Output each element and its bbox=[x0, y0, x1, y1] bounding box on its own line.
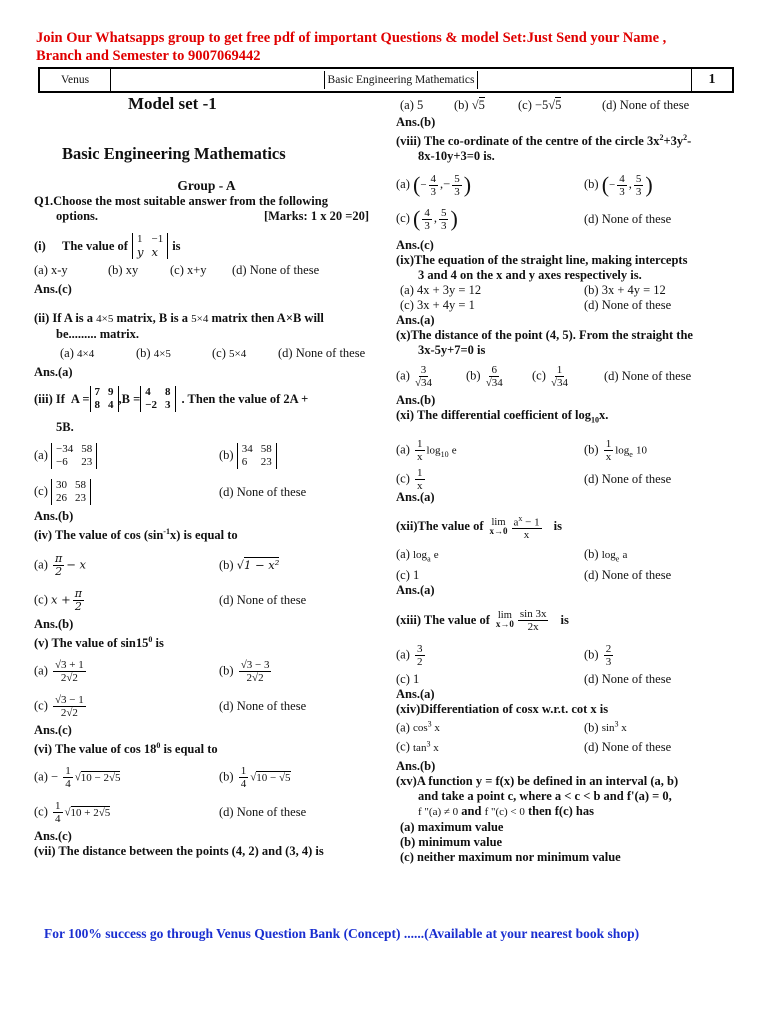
q-iii-text-1: (iii) If bbox=[34, 391, 65, 406]
q-xi-opt-a: (a) $\frac{1}{x}$ $\log_{10} e$ bbox=[396, 437, 457, 463]
question-xiii bbox=[396, 608, 734, 633]
q-viii-opt-c: (c) ( $\frac{4}{3}$ , $\frac{5}{3}$ ) bbox=[396, 206, 458, 232]
question-xv bbox=[396, 774, 734, 865]
q-ii-opt-a-label: (a) bbox=[60, 346, 74, 360]
q-x-opt-a: (a) $\frac{3}{√34}$ bbox=[396, 364, 433, 390]
q-vii-opt-c: (c) −5√5 bbox=[518, 98, 562, 112]
q-iii-matrix-a-values: 7 9 8 4 bbox=[90, 386, 119, 412]
q-x-text-1: (x)The distance of the point (4, 5). From the straight the bbox=[396, 328, 693, 343]
q-xiv-opt-b-label: (b) bbox=[584, 720, 599, 735]
q-x-opt-b: (b) $\frac{6}{√34}$ bbox=[466, 364, 503, 390]
q-i-opt-c: (c) x+y bbox=[170, 263, 207, 277]
question-viii: (viii) The co-ordinate of the centre of the circle $3x^2+3y^2-$ 8x-10y+3=0 is. bbox=[396, 130, 734, 164]
q-xv-line-3: f "(a) ≠ 0 and f "(c) < 0 then f(c) has bbox=[418, 804, 594, 819]
q-xii-limit: lim x→0 bbox=[489, 516, 508, 536]
q-vi-options-ab bbox=[34, 765, 369, 790]
q-iv-options-cd bbox=[34, 588, 369, 613]
q-vi-opt-b: (b) $\frac{1}{4}$ √10 − √5 bbox=[219, 765, 291, 791]
q-xiv-answer: Ans.(b) bbox=[396, 759, 436, 774]
q-viii-opt-d: (d) None of these bbox=[584, 211, 672, 226]
q-vi-opt-a: (a) − $\frac{1}{4}$ √10 − 2√5 bbox=[34, 765, 121, 791]
q-v-text: (v) The value of sin15 bbox=[34, 636, 149, 651]
page-header bbox=[38, 67, 734, 93]
q-x-text-2: 3x-5y+7=0 is bbox=[418, 343, 486, 358]
promo-banner bbox=[36, 29, 740, 65]
q-vii-opt-b: (b) √5 bbox=[454, 98, 485, 112]
q-ix-options-cd bbox=[396, 298, 734, 313]
q-iv-sup: -1 bbox=[163, 527, 170, 536]
q-xiv-opt-d: (d) None of these bbox=[584, 739, 672, 754]
q-viii-text-3: - bbox=[687, 134, 692, 149]
header-page-number: 1 bbox=[691, 69, 732, 91]
q-viii-options-cd bbox=[396, 204, 734, 234]
banner-line-2: Branch and Semester to 9007069442 bbox=[36, 48, 261, 64]
footer-advert: For 100% success go through Venus Question Bank (Concept) ......(Available at your nearest book shop) bbox=[44, 926, 640, 941]
q-ii-opt-b-label: (b) bbox=[136, 346, 151, 360]
q-ii-opt-b bbox=[136, 346, 212, 361]
q-viii-opt-a: (a) (− $\frac{4}{3}$ ,− $\frac{5}{3}$ ) bbox=[396, 172, 472, 198]
q-vi-answer: Ans.(c) bbox=[34, 829, 72, 844]
q-i-text: The value of bbox=[62, 238, 128, 253]
q-iii-options-ab bbox=[34, 443, 369, 469]
q-vii-opt-b-label: (b) bbox=[454, 98, 469, 112]
q-xv-text-2: and take a point c, where a < c < b and f'(a) = 0, bbox=[418, 789, 672, 804]
q-xi-opt-b-log: log bbox=[615, 444, 630, 457]
q-xiv-opt-b: (b) $\sin^3 x$ bbox=[584, 719, 627, 735]
subject-title: Basic Engineering Mathematics bbox=[62, 144, 286, 163]
q-ix-text-1: (ix)The equation of the straight line, making intercepts bbox=[396, 253, 688, 268]
q-iii-matrix-b: ,B = bbox=[118, 391, 141, 406]
q-iii-opt-c: (c) 30 58 26 23 bbox=[34, 479, 219, 505]
question-vi bbox=[34, 738, 369, 757]
q-i-options bbox=[34, 263, 369, 278]
q1-text-2: options. bbox=[56, 209, 99, 223]
q-v-options-cd bbox=[34, 694, 369, 719]
q-ii-opt-c bbox=[212, 346, 278, 361]
q-xiii-options-cd bbox=[396, 672, 734, 687]
q-vii-answer: Ans.(b) bbox=[396, 115, 436, 129]
q-xi-opt-c-label: (c) bbox=[396, 471, 410, 486]
q-viii-text-4: 8x-10y+3=0 is. bbox=[418, 149, 495, 164]
q-vi-opt-c: (c) $\frac{1}{4}$ √10 + 2√5 bbox=[34, 800, 111, 826]
q-v-opt-c: (c) $\frac{√3 - 1}{2√2}$ bbox=[34, 694, 84, 720]
q-xiv-opt-a-label: (a) bbox=[396, 720, 410, 735]
right-column bbox=[396, 98, 734, 865]
q-iv-opt-b: (b) √1 − x² bbox=[219, 558, 280, 573]
q-xv-opt-b: (b) minimum value bbox=[400, 835, 503, 850]
question-vii: (vii) The distance between the points (4, 2) and (3, 4) is bbox=[34, 844, 324, 859]
q-xii-opt-d: (d) None of these bbox=[584, 567, 672, 582]
header-subject-cell bbox=[111, 69, 691, 91]
q-x-opt-d: (d) None of these bbox=[604, 369, 692, 384]
q-ii-m3: A×B bbox=[276, 311, 302, 325]
q-ii-text-2: matrix, B is a bbox=[116, 311, 189, 325]
q-xiv-opt-c: (c) $\tan^3 x$ bbox=[396, 739, 439, 755]
q-vi-tail: is equal to bbox=[163, 742, 218, 757]
q-iv-text: (iv) The value of cos (sin bbox=[34, 528, 164, 543]
q-xiii-opt-d: (d) None of these bbox=[584, 671, 672, 686]
question-xiv: (xiv)Differentiation of cosx w.r.t. cot x is bbox=[396, 701, 609, 716]
q-ii-opt-b-val: 4×5 bbox=[153, 348, 171, 360]
q-x-opt-c: (c) $\frac{1}{√34}$ bbox=[532, 364, 569, 390]
q-xv-opt-c: (c) neither maximum nor minimum value bbox=[400, 850, 621, 865]
q-xii-opt-b-log: log bbox=[601, 549, 616, 562]
q-ii-text-3: matrix then bbox=[211, 311, 275, 325]
q-ii-opt-c-label: (c) bbox=[212, 346, 226, 360]
q1-marks: [Marks: 1 x 20 =20] bbox=[263, 209, 369, 223]
question-xi bbox=[396, 408, 734, 428]
q-x-options bbox=[396, 364, 734, 389]
q-xiii-opt-b: (b) $\frac{2}{3}$ bbox=[584, 642, 612, 668]
q-xi-sub: 10 bbox=[590, 415, 599, 425]
question-xii bbox=[396, 513, 734, 542]
q-xii-opt-a-label: (a) bbox=[396, 547, 410, 562]
q-xii-opt-b-label: (b) bbox=[584, 547, 599, 562]
left-column bbox=[34, 94, 369, 859]
q-x-answer: Ans.(b) bbox=[396, 393, 436, 408]
q-xii-text: (xii)The value of bbox=[396, 519, 484, 534]
q-xi-answer: Ans.(a) bbox=[396, 489, 435, 504]
q-iv-opt-c: (c) x + $\frac{\pi}{2}$ bbox=[34, 587, 83, 614]
q-xii-fraction: $\frac{a^x - 1}{x}$ bbox=[513, 513, 540, 542]
q-xiii-tail: is bbox=[560, 612, 569, 627]
q-ii-text-5: be......... matrix. bbox=[56, 327, 139, 341]
q-iii-text-2: . Then the value of 2A + bbox=[181, 391, 309, 406]
header-subject: Basic Engineering Mathematics bbox=[324, 71, 479, 89]
q-xi-opt-c: (c) $\frac{1}{x}$ bbox=[396, 466, 423, 492]
q-ix-answer: Ans.(a) bbox=[396, 313, 435, 328]
q-ii-options bbox=[34, 346, 369, 361]
q-ix-opt-d: (d) None of these bbox=[584, 298, 672, 313]
q-xi-tail: x. bbox=[598, 408, 609, 423]
q-ii-m1: 4×5 bbox=[96, 313, 114, 325]
header-brand: Venus bbox=[40, 69, 111, 91]
q-iv-opt-a: (a) $\frac{\pi}{2}$ − x bbox=[34, 552, 87, 579]
q-xiii-text: (xiii) The value of bbox=[396, 612, 490, 627]
q1-instruction bbox=[34, 194, 369, 224]
question-iv bbox=[34, 524, 369, 543]
q-iii-opt-a: (a) −34 58 −6 23 bbox=[34, 443, 219, 469]
q-ix-options-ab bbox=[396, 283, 734, 298]
q-xii-options-ab bbox=[396, 547, 734, 564]
q-iii-answer: Ans.(b) bbox=[34, 509, 74, 523]
model-set-title: Model set -1 bbox=[128, 94, 217, 113]
q-ii-answer: Ans.(a) bbox=[34, 365, 73, 379]
q-viii-options-ab bbox=[396, 170, 734, 200]
q-xiii-answer: Ans.(a) bbox=[396, 686, 435, 701]
q-xiv-options-cd bbox=[396, 739, 734, 755]
q-iii-matrix-b-values: 4 8 −2 3 bbox=[140, 386, 175, 412]
question-v bbox=[34, 632, 369, 651]
q-xv-text-1: (xv)A function y = f(x) be defined in an interval (a, b) bbox=[396, 774, 679, 789]
q-xi-opt-b-label: (b) bbox=[584, 442, 599, 457]
q-i-opt-b: (b) xy bbox=[108, 263, 139, 277]
q-xiii-options-ab bbox=[396, 643, 734, 668]
q-vi-text: (vi) The value of cos 18 bbox=[34, 742, 157, 757]
q-vi-options-cd bbox=[34, 800, 369, 825]
q-vii-options bbox=[400, 98, 734, 113]
q-xiii-limit: lim x→0 bbox=[495, 610, 514, 630]
question-x bbox=[396, 328, 734, 358]
question-i bbox=[34, 233, 369, 259]
q-i-opt-d: (d) None of these bbox=[232, 263, 320, 277]
q-vi-opt-d: (d) None of these bbox=[219, 805, 307, 820]
q-xi-opt-d: (d) None of these bbox=[584, 471, 672, 486]
q-ii-m2: 5×4 bbox=[191, 313, 209, 325]
q-vii-opt-a: (a) 5 bbox=[400, 98, 424, 112]
q-v-opt-b: (b) $\frac{√3 - 3}{2√2}$ bbox=[219, 659, 270, 685]
q1-text: Q1.Choose the most suitable answer from the following bbox=[34, 194, 328, 208]
q-xii-opt-c: (c) 1 bbox=[396, 567, 420, 582]
q-viii-opt-b: (b) (− $\frac{4}{3}$ , $\frac{5}{3}$ ) bbox=[584, 172, 653, 198]
q-iii-opt-d: (d) None of these bbox=[219, 484, 307, 499]
q-xi-opt-a-label: (a) bbox=[396, 442, 410, 457]
q-iv-tail: x) is equal to bbox=[169, 528, 238, 543]
q-xii-tail: is bbox=[553, 519, 562, 534]
q-xi-options-ab bbox=[396, 438, 734, 463]
q-v-tail: is bbox=[155, 636, 164, 651]
q-ix-opt-b: (b) 3x + 4y = 12 bbox=[584, 283, 666, 298]
q-xiv-opt-a: (a) $\cos^3 x$ bbox=[396, 719, 440, 735]
q-ix-opt-c: (c) 3x + 4y = 1 bbox=[400, 298, 475, 313]
q-xiii-opt-b-label: (b) bbox=[584, 647, 599, 662]
q-iv-opt-d: (d) None of these bbox=[219, 593, 307, 608]
q-v-options-ab bbox=[34, 659, 369, 684]
q-vii-opt-c-label: (c) bbox=[518, 98, 532, 112]
group-title: Group - A bbox=[177, 178, 236, 193]
q-i-answer: Ans.(c) bbox=[34, 282, 72, 296]
q-viii-text-2: +3y bbox=[663, 134, 684, 149]
q-i-determinant: 1 −1 y x bbox=[132, 233, 168, 259]
q-v-answer: Ans.(c) bbox=[34, 723, 72, 738]
q-xi-opt-b: (b) $\frac{1}{x}$ $\log_e 10$ bbox=[584, 437, 647, 463]
q-xiv-options-ab bbox=[396, 720, 734, 736]
q-ii-opt-d: (d) None of these bbox=[278, 346, 366, 360]
q-xii-opt-a: (a) $\log_a e$ bbox=[396, 547, 439, 564]
question-ii bbox=[34, 311, 369, 342]
q-xii-options-cd bbox=[396, 568, 734, 583]
q-vii-opt-d: (d) None of these bbox=[602, 98, 690, 112]
q-ix-opt-a: (a) 4x + 3y = 12 bbox=[400, 283, 482, 298]
q-xv-opt-a: (a) maximum value bbox=[400, 820, 504, 835]
q-xv-text-3: then f(c) has bbox=[528, 804, 594, 819]
banner-line-1: Join Our Whatsapps group to get free pdf of important Questions & model Set:Just Send your Name , bbox=[36, 30, 667, 46]
q-xi-text: (xi) The differential coefficient of log bbox=[396, 408, 591, 423]
q-xii-answer: Ans.(a) bbox=[396, 582, 435, 597]
q-xii-opt-a-log: log bbox=[413, 549, 428, 562]
q-ii-opt-c-val: 5×4 bbox=[229, 348, 247, 360]
q-xiii-opt-c: (c) 1 bbox=[396, 671, 420, 686]
q-ii-opt-a-val: 4×4 bbox=[77, 348, 95, 360]
q-i-tail: is bbox=[172, 238, 181, 253]
q-i-opt-a: (a) x-y bbox=[34, 263, 68, 277]
q-xiv-opt-c-label: (c) bbox=[396, 740, 410, 755]
q-v-opt-a: (a) $\frac{√3 + 1}{2√2}$ bbox=[34, 659, 84, 685]
q-iii-opt-b: (b) 34 58 6 23 bbox=[219, 443, 369, 469]
q-iii-text-3: 5B. bbox=[56, 420, 74, 434]
q-i-num: (i) bbox=[34, 238, 46, 253]
q-vi-sup: 0 bbox=[156, 741, 161, 751]
q-xi-options-cd bbox=[396, 467, 734, 492]
q-xi-opt-a-log: log bbox=[426, 444, 441, 457]
q-iv-answer: Ans.(b) bbox=[34, 617, 74, 632]
q-viii-answer: Ans.(c) bbox=[396, 238, 434, 253]
q-ii-text-1: (ii) If A is a bbox=[34, 311, 94, 325]
q-iv-options-ab bbox=[34, 553, 369, 578]
q-xii-opt-b: (b) $\log_e a$ bbox=[584, 547, 628, 564]
question-ix bbox=[396, 253, 734, 283]
q-ix-text-2: 3 and 4 on the x and y axes respectively is. bbox=[418, 268, 642, 283]
q-xiii-fraction: $\frac{\sin 3x}{2x}$ bbox=[519, 607, 547, 633]
q-viii-text-1: (viii) The co-ordinate of the centre of the circle 3x bbox=[396, 134, 660, 149]
q-xiii-opt-a: (a) $\frac{3}{2}$ bbox=[396, 642, 423, 668]
question-iii bbox=[34, 386, 369, 412]
q-iii-options-cd bbox=[34, 479, 369, 505]
q-ii-opt-a bbox=[60, 346, 136, 361]
q-v-sup: 0 bbox=[148, 635, 153, 645]
q-v-opt-d: (d) None of these bbox=[219, 699, 307, 714]
q-ii-text-4: will bbox=[304, 311, 324, 325]
q-xiii-opt-a-label: (a) bbox=[396, 647, 410, 662]
q-iii-matrix-a: A = bbox=[70, 391, 90, 406]
